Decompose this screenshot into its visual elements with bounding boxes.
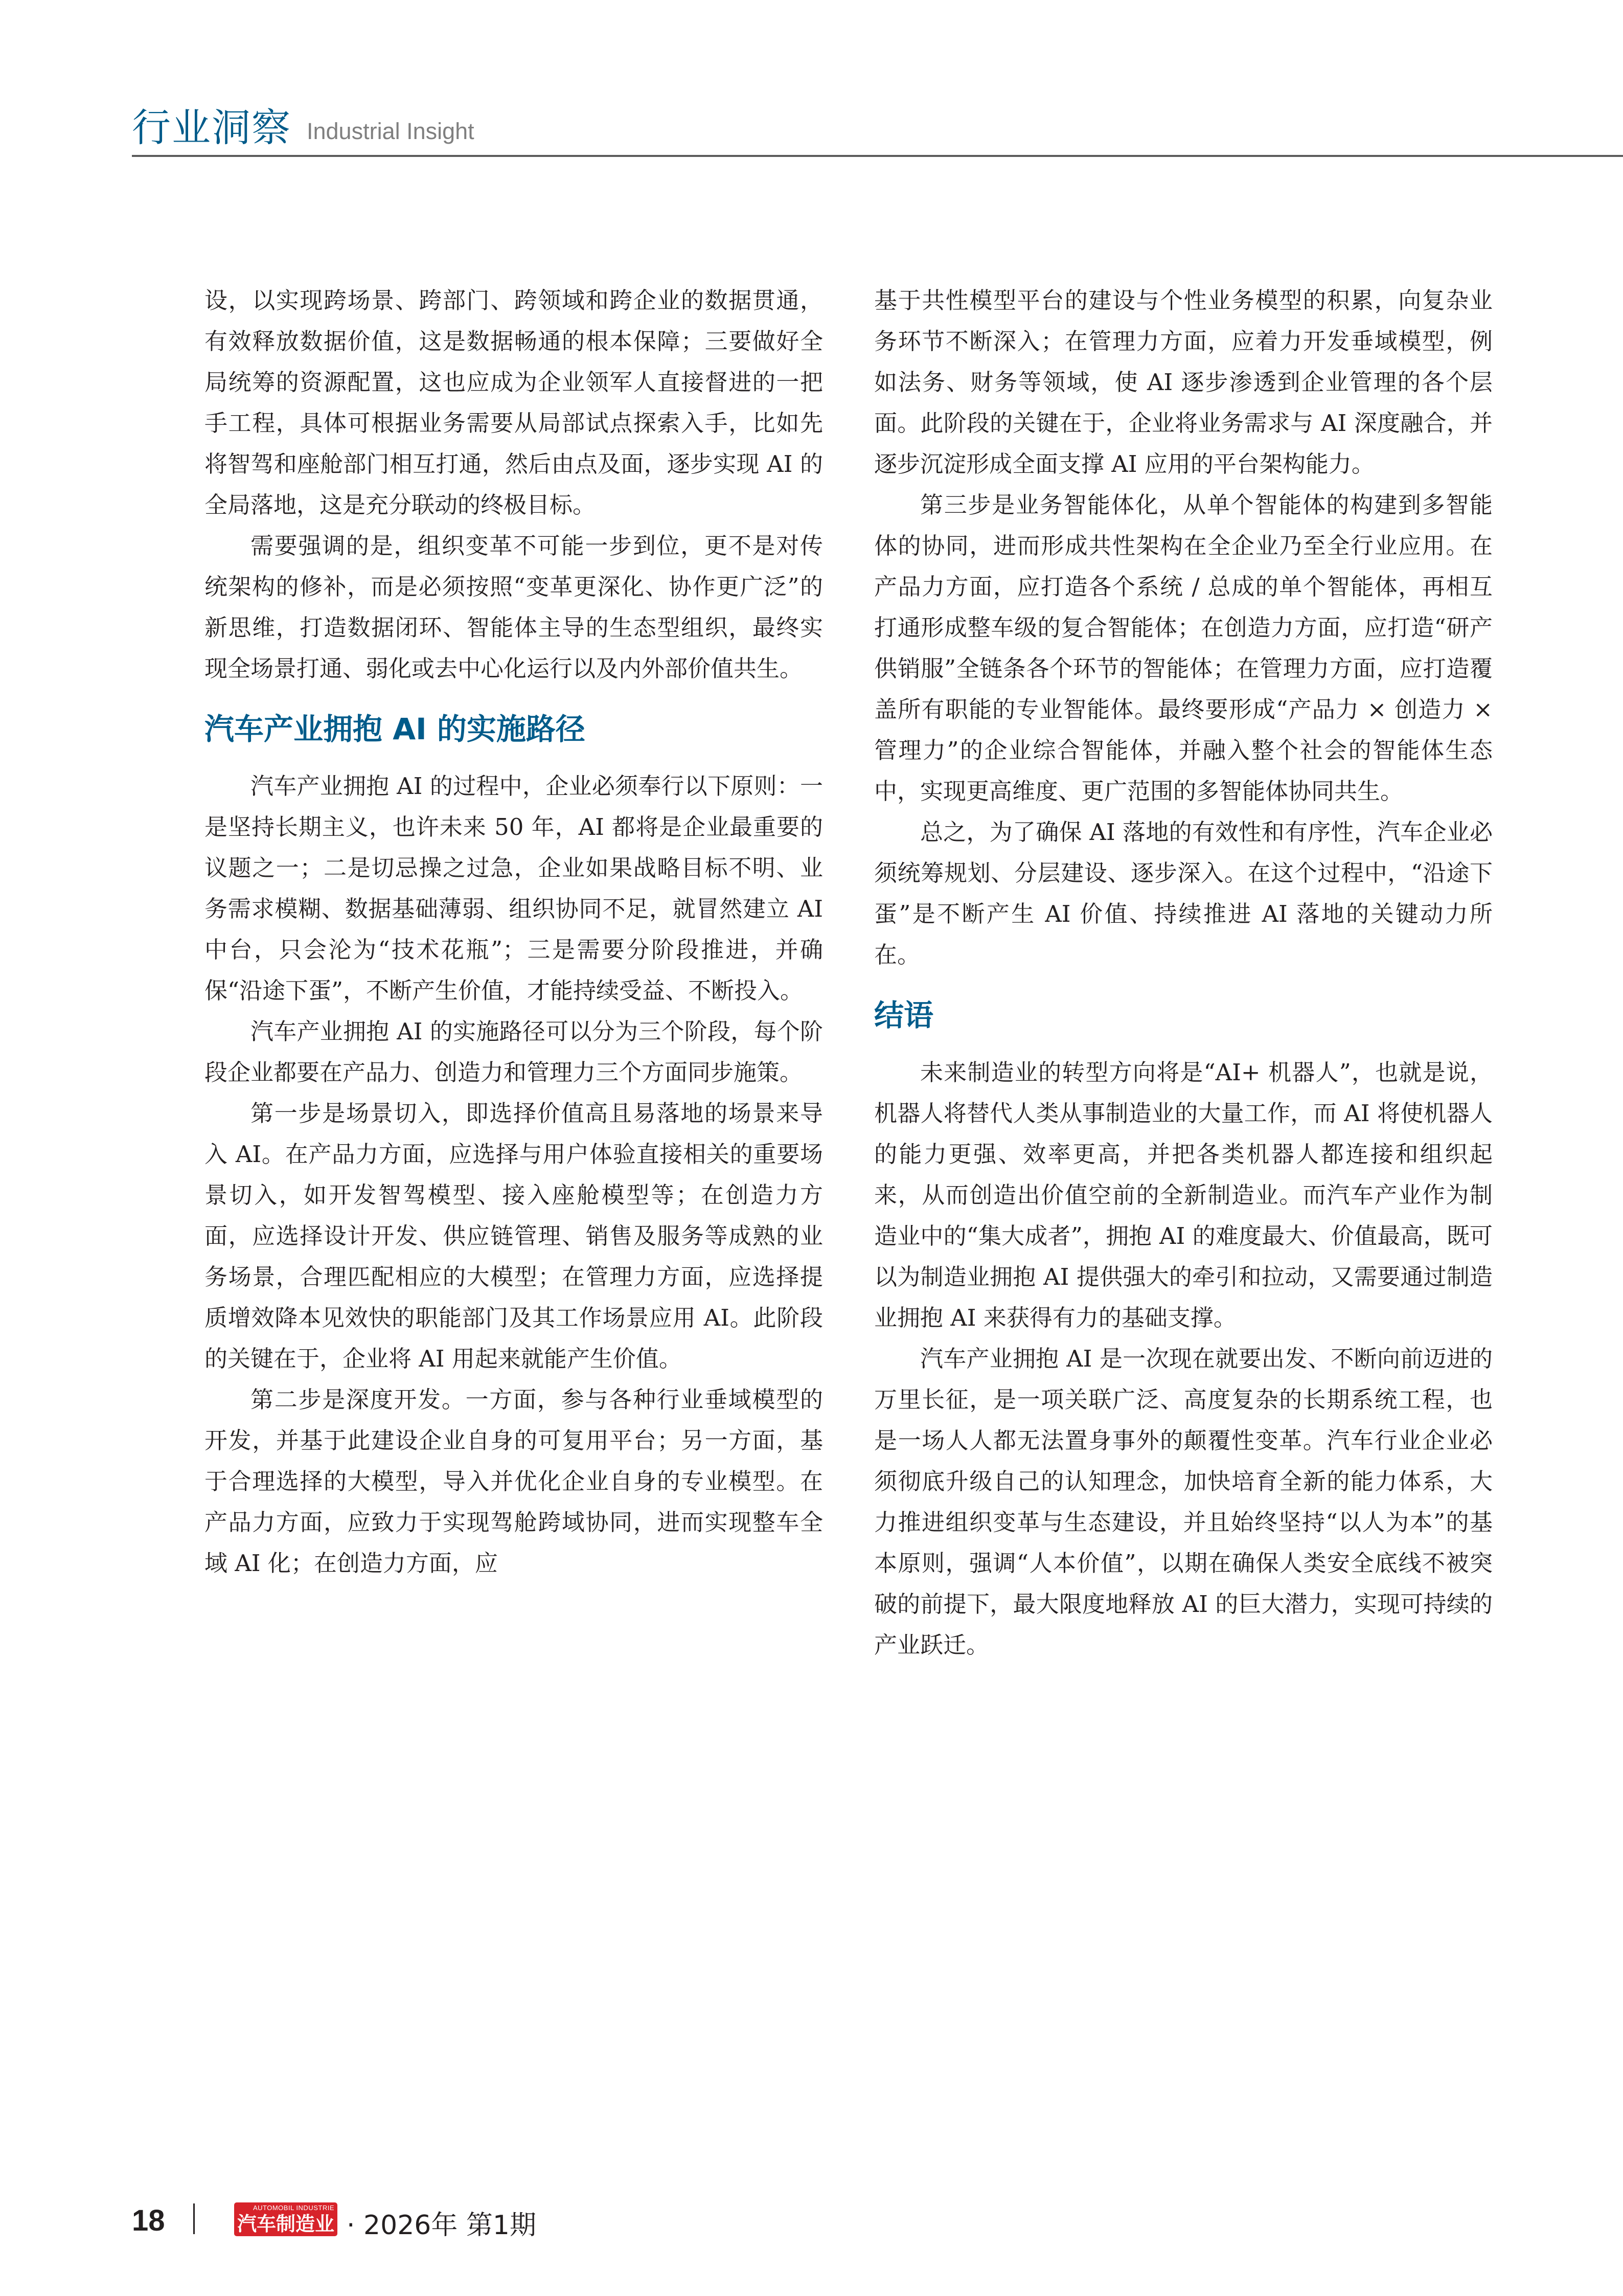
paragraph: 第三步是业务智能体化，从单个智能体的构建到多智能体的协同，进而形成共性架构在全企业乃至全行业应用。在产品力方面，应打造各个系统 / 总成的单个智能体，再相互打通形成整车级的复合智能体；在创造力方面，应打造“研产供销服”全链条各个环节的智能体；在管理力方面，应打造覆盖所有职能的专业智能体。最终要形成“产品力 × 创造力 × 管理力”的企业综合智能体，并融入整个社会的智能体生态中，实现更高维度、更广范围的多智能体协同共生。: [874, 491, 1493, 805]
paragraph: 基于共性模型平台的建设与个性业务模型的积累，向复杂业务环节不断深入；在管理力方面，应着力开发垂域模型，例如法务、财务等领域，使 AI 逐步渗透到企业管理的各个层面。此阶段的关键在于，企业将业务需求与 AI 深度融合，并逐步沉淀形成全面支撑 AI 应用的平台架构能力。: [874, 287, 1493, 478]
paragraph: 汽车产业拥抱 AI 的实施路径可以分为三个阶段，每个阶段企业都要在产品力、创造力和管理力三个方面同步施策。: [204, 1018, 823, 1086]
page-footer: [132, 2198, 745, 2244]
paragraph: 第二步是深度开发。一方面，参与各种行业垂域模型的开发，并基于此建设企业自身的可复用平台；另一方面，基于合理选择的大模型，导入并优化企业自身的专业模型。在产品力方面，应致力于实现驾舱跨域协同，进而实现整车全域 AI 化；在创造力方面，应: [204, 1386, 823, 1577]
footer-divider: [193, 2203, 195, 2234]
header-divider: [132, 155, 1623, 157]
magazine-logo: [234, 2202, 337, 2236]
right-column: [874, 280, 1493, 1666]
left-column: [204, 280, 823, 1584]
paragraph: 汽车产业拥抱 AI 是一次现在就要出发、不断向前迈进的万里长征，是一项关联广泛、高度复杂的长期系统工程，也是一场人人都无法置身事外的颠覆性变革。汽车行业企业必须彻底升级自己的认知理念，加快培育全新的能力体系，大力推进组织变革与生态建设，并且始终坚持“以人为本”的基本原则，强调“人本价值”，以期在确保人类安全底线不被突破的前提下，最大限度地释放 AI 的巨大潜力，实现可持续的产业跃迁。: [874, 1345, 1493, 1658]
paragraph: 设，以实现跨场景、跨部门、跨领域和跨企业的数据贯通，有效释放数据价值，这是数据畅通的根本保障；三要做好全局统筹的资源配置，这也应成为企业领军人直接督进的一把手工程，具体可根据业务需要从局部试点探索入手，比如先将智驾和座舱部门相互打通，然后由点及面，逐步实现 AI 的全局落地，这是充分联动的终极目标。: [204, 287, 823, 518]
paragraph: 需要强调的是，组织变革不可能一步到位，更不是对传统架构的修补，而是必须按照“变革更深化、协作更广泛”的新思维，打造数据闭环、智能体主导的生态型组织，最终实现全场景打通、弱化或去中心化运行以及内外部价值共生。: [204, 532, 823, 682]
paragraph: 总之，为了确保 AI 落地的有效性和有序性，汽车企业必须统筹规划、分层建设、逐步深入。在这个过程中，“沿途下蛋”是不断产生 AI 价值、持续推进 AI 落地的关键动力所在。: [874, 819, 1493, 968]
page-header: [132, 105, 1623, 151]
column-subtitle: Industrial Insight: [307, 118, 474, 144]
page-number: 18: [132, 2204, 165, 2237]
paragraph: 第一步是场景切入，即选择价值高且易落地的场景来导入 AI。在产品力方面，应选择与用户体验直接相关的重要场景切入，如开发智驾模型、接入座舱模型等；在创造力方面，应选择设计开发、供应链管理、销售及服务等成熟的业务场景，合理匹配相应的大模型；在管理力方面，应选择提质增效降本见效快的职能部门及其工作场景应用 AI。此阶段的关键在于，企业将 AI 用起来就能产生价值。: [204, 1100, 823, 1372]
magazine-logo-cn: 汽车制造业: [237, 2213, 335, 2235]
magazine-logo-en: AUTOMOBIL INDUSTRIE: [253, 2204, 334, 2212]
column-title: 行业洞察: [132, 105, 291, 150]
section-heading: 结语: [874, 998, 934, 1033]
paragraph: 未来制造业的转型方向将是“AI+ 机器人”，也就是说，机器人将替代人类从事制造业的大量工作，而 AI 将使机器人的能力更强、效率更高，并把各类机器人都连接和组织起来，从而创造出价值空前的全新制造业。而汽车产业作为制造业中的“集大成者”，拥抱 AI 的难度最大、价值最高，既可以为制造业拥抱 AI 提供强大的牵引和拉动，又需要通过制造业拥抱 AI 来获得有力的基础支撑。: [874, 1059, 1493, 1331]
section-heading: 汽车产业拥抱 AI 的实施路径: [204, 712, 585, 746]
issue-info: · 2026年 第1期: [347, 2210, 537, 2241]
paragraph: 汽车产业拥抱 AI 的过程中，企业必须奉行以下原则：一是坚持长期主义，也许未来 50 年，AI 都将是企业最重要的议题之一；二是切忌操之过急，企业如果战略目标不明、业务需求模糊、数据基础薄弱、组织协同不足，就冒然建立 AI 中台，只会沦为“技术花瓶”；三是需要分阶段推进，并确保“沿途下蛋”，不断产生价值，才能持续受益、不断投入。: [204, 772, 823, 1004]
